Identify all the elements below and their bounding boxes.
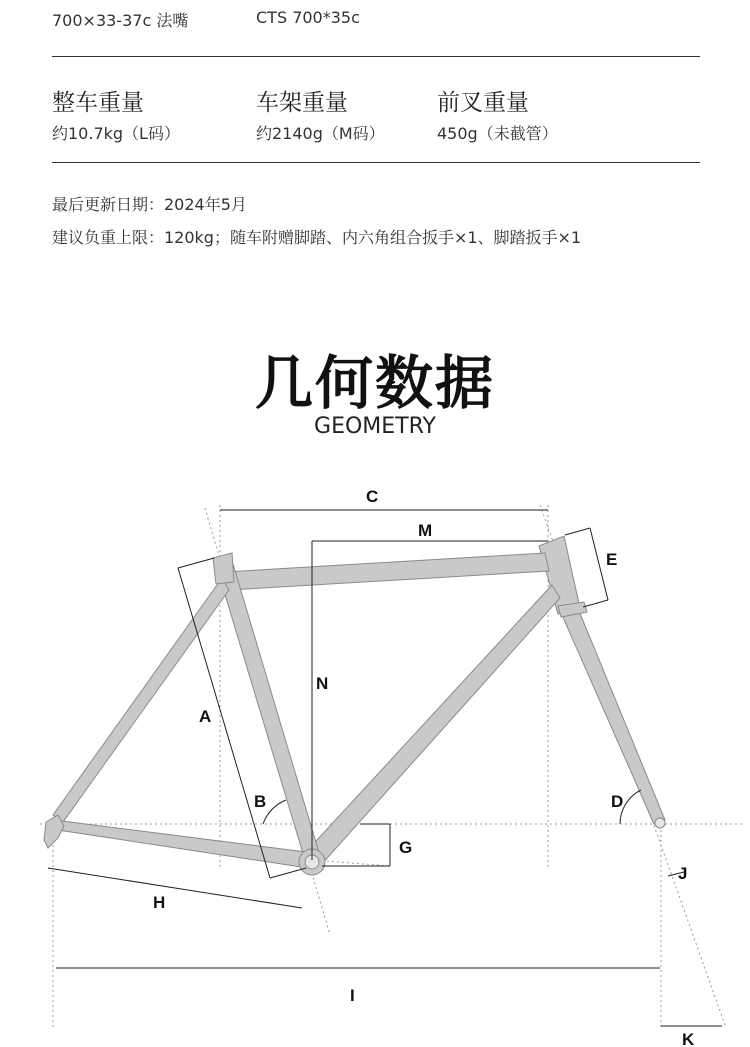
label-k: K (682, 1030, 695, 1047)
load-limit: 建议负重上限：120kg；随车附赠脚踏、内六角组合扳手×1、脚踏扳手×1 (52, 228, 582, 247)
label-j: J (678, 864, 688, 883)
label-n: N (316, 674, 329, 693)
weight-title: 整车重量 (52, 90, 144, 116)
label-c: C (366, 487, 379, 506)
tire-spec-left: 700×33-37c 法嘴 (52, 11, 189, 30)
label-m: M (418, 521, 433, 540)
geometry-title: 几何数据 (254, 349, 495, 417)
label-a: A (199, 707, 212, 726)
last-updated: 最后更新日期：2024年5月 (52, 195, 247, 214)
label-i: I (350, 986, 355, 1005)
label-d: D (611, 792, 624, 811)
weight-value: 约10.7kg（L码） (52, 124, 180, 143)
weight-value: 450g（未截管） (437, 124, 558, 143)
label-e: E (606, 550, 618, 569)
fork-dropout (655, 818, 665, 828)
label-b: B (254, 792, 267, 811)
bike-frame (44, 536, 665, 868)
weight-value: 约2140g（M码） (256, 124, 385, 143)
weight-title: 前叉重量 (437, 90, 529, 116)
label-h: H (153, 893, 166, 912)
tire-spec-right: CTS 700*35c (256, 8, 360, 27)
label-g: G (399, 838, 413, 857)
weight-title: 车架重量 (256, 90, 348, 116)
geometry-subtitle: GEOMETRY (314, 414, 436, 439)
